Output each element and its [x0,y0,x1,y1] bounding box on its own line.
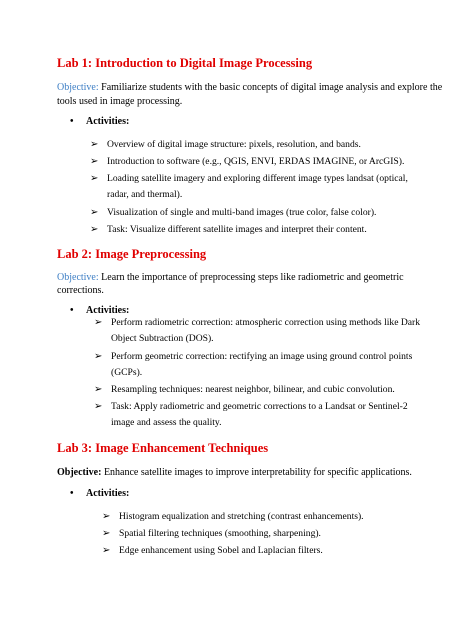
list-item-continuation: image and assess the quality. [111,417,222,428]
list-item-continuation: Object Subtraction (DOS). [111,333,214,344]
list-item [94,398,451,415]
arrow-bullet-icon: ➢ [102,545,111,556]
activities-label: Activities: [86,305,130,316]
lab2-objective-cont: corrections. [57,285,104,296]
arrow-bullet-icon: ➢ [102,528,111,539]
lab1-objective-cont: tools used in image processing. [57,96,183,107]
list-item [94,381,451,398]
list-item-text: Task: Apply radiometric and geometric corrections to a Landsat or Sentinel-2 [111,401,408,412]
lab3-activities [70,488,129,499]
list-item-text: Spatial filtering techniques (smoothing, sharpening). [119,528,321,539]
objective-text: Familiarize students with the basic concepts of digital image analysis and explore the [101,82,443,93]
list-item-text: Edge enhancement using Sobel and Laplacian filters. [119,545,323,556]
objective-text: Learn the importance of preprocessing steps like radiometric and geometric [101,272,404,283]
list-item [90,136,447,153]
list-item [90,170,447,187]
objective-label: Objective: [57,467,102,478]
lab2-objective [57,270,404,285]
list-item [90,153,447,170]
lab1-activities [70,116,129,127]
list-item-text: Histogram equalization and stretching (contrast enhancements). [119,511,364,522]
list-item-text: Resampling techniques: nearest neighbor, bilinear, and cubic convolution. [111,384,395,395]
objective-text: Enhance satellite images to improve interpretability for specific applications. [103,467,412,478]
activities-label: Activities: [86,488,130,499]
bullet-icon: • [70,116,74,127]
arrow-bullet-icon: ➢ [90,207,99,218]
list-item [102,542,459,559]
arrow-bullet-icon: ➢ [90,156,99,167]
list-item-text: Visualization of single and multi-band images (true color, false color). [107,207,377,218]
list-item-text: Loading satellite imagery and exploring different image types landsat (optical, [107,173,408,184]
arrow-bullet-icon: ➢ [94,317,103,328]
list-item-continuation: radar, and thermal). [107,189,183,200]
arrow-bullet-icon: ➢ [90,224,99,235]
arrow-bullet-icon: ➢ [94,384,103,395]
list-item-text: Introduction to software (e.g., QGIS, ENVI, ERDAS IMAGINE, or ArcGIS). [107,156,405,167]
arrow-bullet-icon: ➢ [94,401,103,412]
list-item [90,204,447,221]
arrow-bullet-icon: ➢ [102,511,111,522]
list-item-continuation: (GCPs). [111,367,143,378]
list-item [94,314,451,331]
arrow-bullet-icon: ➢ [94,351,103,362]
arrow-bullet-icon: ➢ [90,139,99,150]
list-item [90,221,447,238]
objective-label: Objective: [57,82,99,93]
arrow-bullet-icon: ➢ [90,173,99,184]
bullet-icon: • [70,488,74,499]
list-item-text: Perform radiometric correction: atmospheric correction using methods like Dark [111,317,421,328]
lab1-heading: Lab 1: Introduction to Digital Image Processing [57,56,313,70]
list-item-text: Overview of digital image structure: pixels, resolution, and bands. [107,139,361,150]
lab1-objective [57,80,442,95]
lab3-objective [57,465,412,480]
list-item-text: Perform geometric correction: rectifying an image using ground control points [111,351,413,362]
list-item-text: Task: Visualize different satellite images and interpret their content. [107,224,367,235]
list-item [102,508,459,525]
activities-label: Activities: [86,116,130,127]
lab3-heading: Lab 3: Image Enhancement Techniques [57,441,269,455]
objective-label: Objective: [57,272,99,283]
lab2-heading: Lab 2: Image Preprocessing [57,247,207,261]
list-item [94,348,451,365]
bullet-icon: • [70,305,74,316]
list-item [102,525,459,542]
